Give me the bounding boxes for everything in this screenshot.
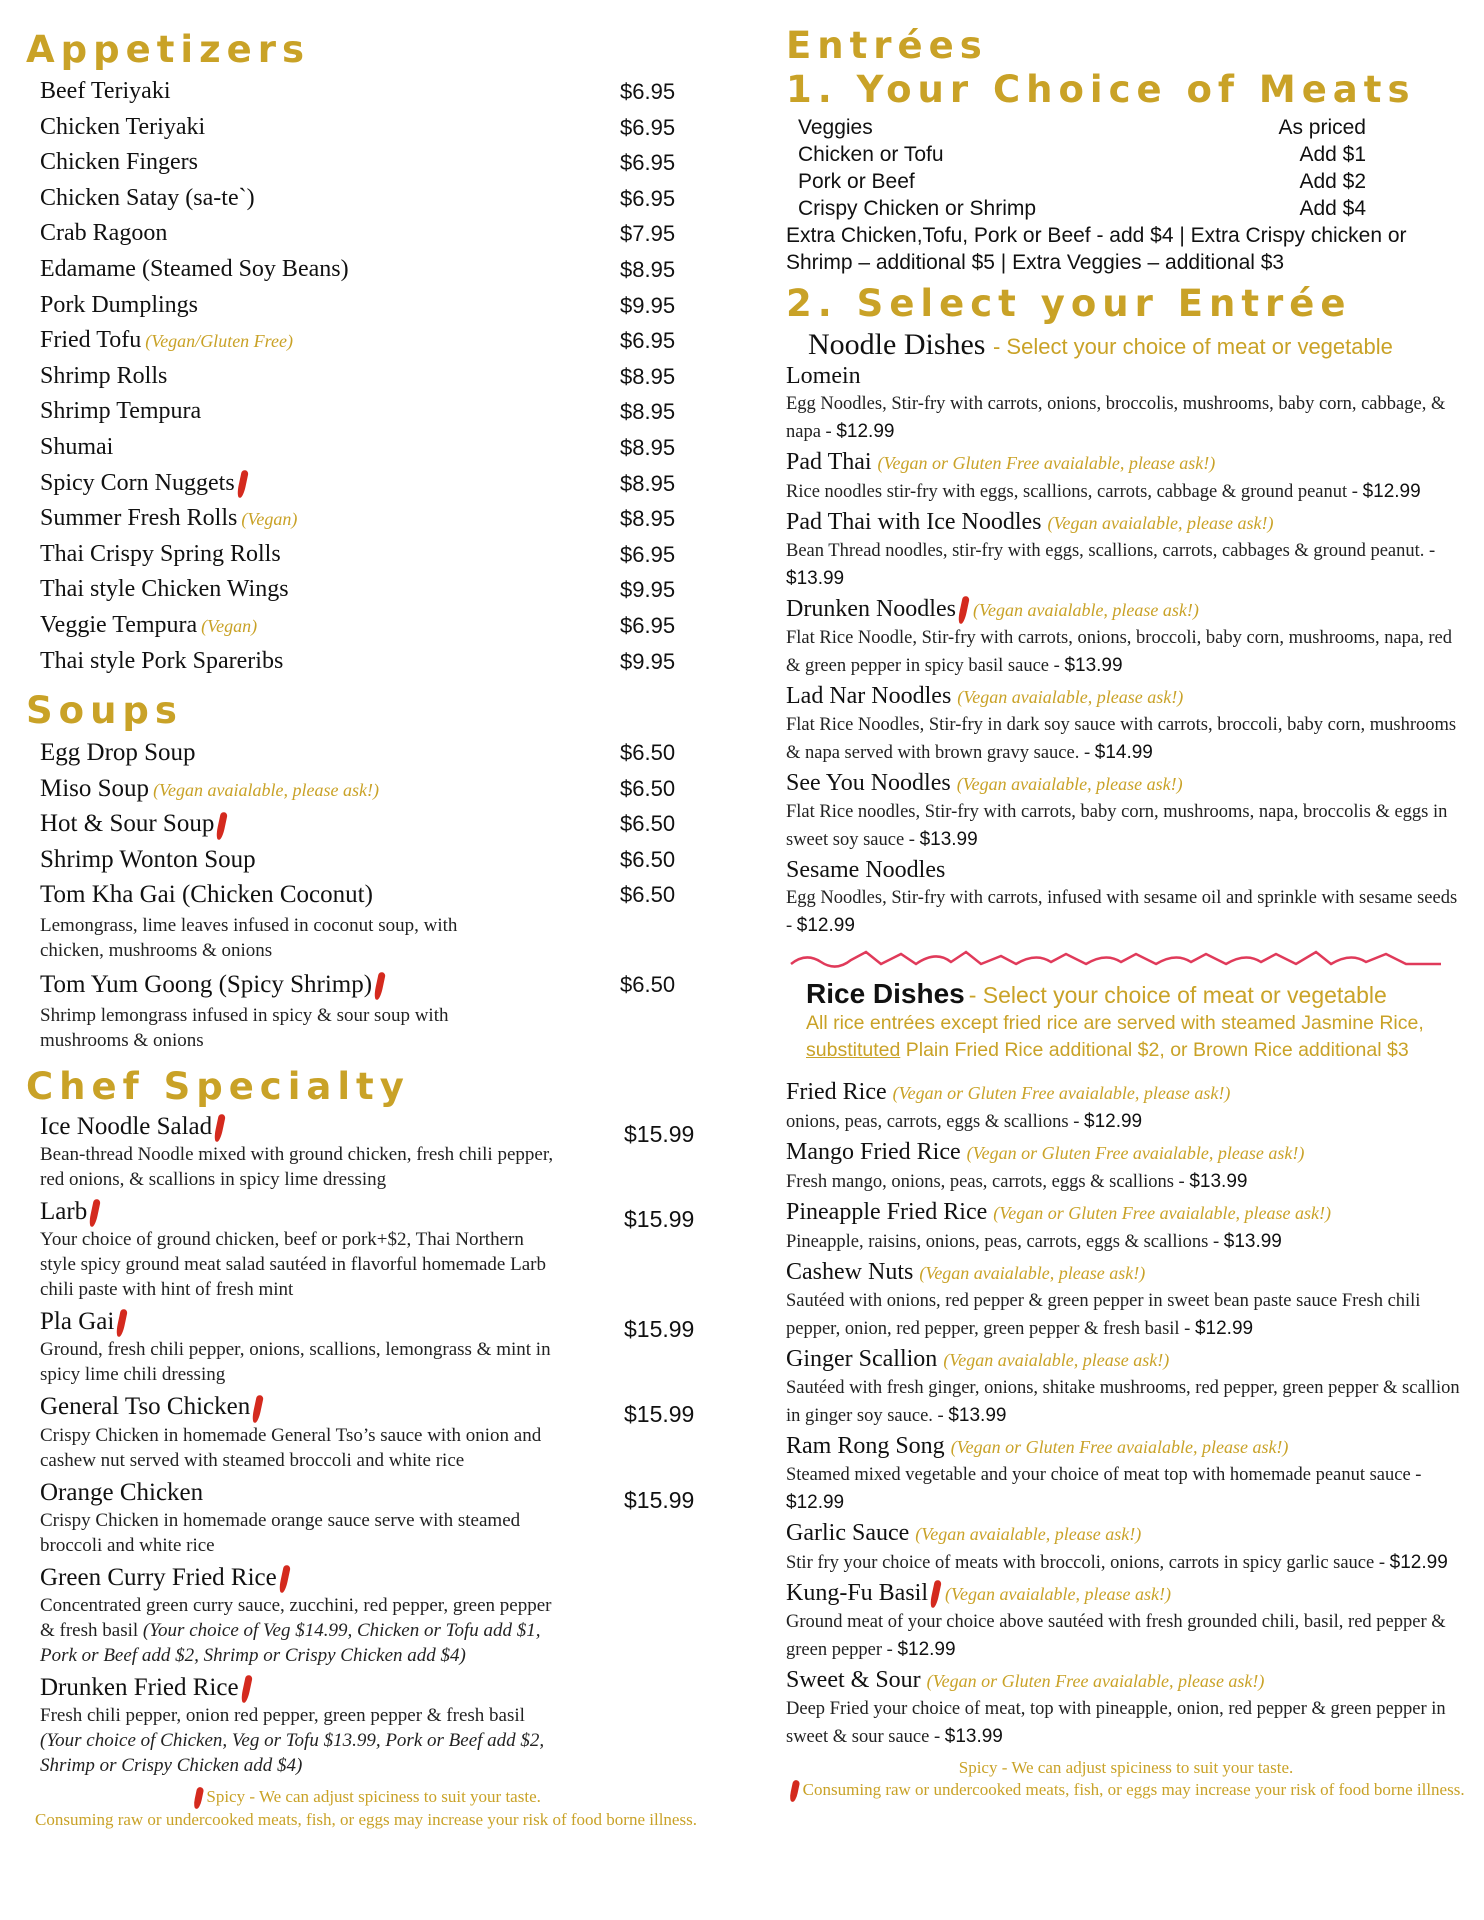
item-price: $9.95 [620,292,676,318]
dish-title [786,856,1466,885]
dish-note: (Vegan avaialable, please ask!) [915,1524,1142,1544]
menu-item [26,877,706,913]
item-description: Lemongrass, lime leaves infused in coconut soup, with chicken, mushrooms & onions [40,915,458,962]
menu-item [26,735,706,771]
item-price: $6.95 [620,185,676,211]
item-desc-options: (Your choice of Chicken, Veg or Tofu $13.99, Pork or Beef add $2, Shrimp or Crispy Chicken add $4) [40,1730,545,1777]
appetizers-heading: Appetizers [26,28,310,71]
item-title [26,1672,706,1703]
chef-specialty-list [26,1111,706,1779]
food-warning: Consuming raw or undercooked meats, fish, or eggs may increase your risk of food borne illness. [802,1780,1465,1799]
dish-item [786,856,1466,940]
dish-title [786,1258,1466,1288]
entrees-heading: Entrées [786,24,988,67]
item-desc-text: Crispy Chicken in homemade General Tso’s sauce with onion and cashew nut served with steamed broccoli and white rice [40,1424,542,1471]
chef-specialty-heading: Chef Specialty [26,1064,410,1108]
menu-item [26,1477,706,1558]
dish-title [786,1579,1466,1609]
item-price: $15.99 [624,1401,695,1428]
footer-right [786,1757,1466,1802]
menu-item [26,323,706,359]
item-name: Crab Ragoon [40,220,168,247]
rice-info-line1: All rice entrées except fried rice are served with steamed Jasmine Rice, [806,1012,1424,1034]
dish-description [786,1168,1466,1196]
dish-desc-text: Flat Rice Noodles, Stir-fry in dark soy sauce with carrots, broccoli, baby corn, mushrooms & napa served with brown gravy sauce. - [786,715,1457,763]
dish-price: $13.99 [786,568,845,589]
item-name: Pork Dumplings [40,291,199,318]
right-column [786,26,1466,1802]
dish-title [786,1345,1466,1375]
menu-item [26,1391,706,1472]
chili-icon [193,1787,204,1810]
menu-item [26,288,706,324]
dish-item [786,1138,1466,1196]
dish-name: Lomein [786,363,861,389]
item-price: $6.95 [620,612,676,638]
dish-note: (Vegan avaialable, please ask!) [1047,513,1274,533]
dish-price: $12.99 [796,915,855,936]
item-price: $15.99 [624,1316,695,1343]
dish-title [786,682,1466,712]
meat-price: Add $4 [1299,197,1366,220]
item-description [26,1337,560,1387]
item-desc-text: Ground, fresh chili pepper, onions, scallions, lemongrass & mint in spicy lime chili dressing [40,1339,551,1386]
dish-item [786,448,1466,506]
chili-icon [115,1309,128,1338]
item-price: $6.95 [620,150,676,176]
chili-icon [251,1394,264,1423]
dish-item [786,769,1466,854]
dish-item [786,1258,1466,1343]
dish-desc-text: Deep Fried your choice of meat, top with pineapple, onion, red pepper & green pepper in sweet & sour sauce - [786,1699,1446,1747]
dish-item [786,595,1466,680]
dish-price: $12.99 [836,421,895,442]
item-price: $15.99 [624,1120,695,1147]
chili-icon [278,1565,291,1594]
item-name: Summer Fresh Rolls [40,505,238,532]
item-price: $8.95 [620,363,676,389]
dish-desc-text: Flat Rice Noodle, Stir-fry with carrots, onions, broccoli, baby corn, mushrooms, napa, red & green pepper in spicy basil sauce - [786,628,1452,676]
dish-description [786,1549,1466,1577]
item-name: Thai style Chicken Wings [40,576,289,603]
item-price: $8.95 [620,470,676,496]
dish-price: $12.99 [1362,481,1421,502]
dish-name: Kung-Fu Basil [786,1580,929,1606]
menu-item [26,1306,706,1387]
chili-icon [216,811,229,840]
spicy-note: Spicy - We can adjust spiciness to suit your taste. [958,1758,1294,1777]
dish-name: Sweet & Sour [786,1667,921,1693]
item-description [26,1593,560,1668]
dish-desc-text: Sautéed with fresh ginger, onions, shitake mushrooms, red pepper, green pepper & scallion in ginger soy sauce. - [786,1378,1460,1426]
chili-icon [236,470,249,499]
footer-left [26,1786,706,1831]
dish-item [786,1078,1466,1136]
meat-name: Crispy Chicken or Shrimp [798,197,1037,220]
dish-note: (Vegan or Gluten Free avaialable, please ask!) [877,453,1216,473]
item-note: (Vegan avaialable, please ask!) [153,779,379,800]
item-title [26,1111,706,1142]
chili-icon [789,1780,800,1803]
item-name: Green Curry Fried Rice [40,1563,277,1591]
dish-note: (Vegan or Gluten Free avaialable, please ask!) [926,1671,1265,1691]
dish-item [786,1579,1466,1664]
dish-item [786,362,1466,446]
item-description [26,1142,560,1192]
dish-note: (Vegan avaialable, please ask!) [956,774,1183,794]
item-name: Pla Gai [40,1308,115,1336]
rice-dishes-header [806,978,1466,1064]
item-name: General Tso Chicken [40,1393,251,1421]
item-price: $6.50 [620,740,676,766]
meat-name: Veggies [798,116,873,139]
dish-description [786,712,1466,767]
menu-item [26,430,706,466]
dish-title [786,448,1466,478]
item-title [26,1391,706,1422]
dish-price: $12.99 [1084,1111,1143,1132]
dish-name: See You Noodles [786,770,951,796]
dish-description [786,799,1466,854]
item-price: $6.50 [620,775,676,801]
menu-item [26,110,706,146]
item-price: $7.95 [620,221,676,247]
entree-heading: 2. Select your Entrée [786,282,1352,325]
dish-note: (Vegan avaialable, please ask!) [919,1263,1146,1283]
dish-name: Fried Rice [786,1079,887,1105]
menu-item [26,537,706,573]
dish-note: (Vegan avaialable, please ask!) [945,1584,1171,1604]
item-name: Chicken Fingers [40,149,198,176]
menu-item [26,771,706,807]
dish-description [786,478,1466,506]
dish-price: $12.99 [1194,1318,1254,1339]
item-price: $8.95 [620,256,676,282]
dish-note: (Vegan avaialable, please ask!) [972,600,1199,620]
dish-price: $13.99 [948,1405,1007,1426]
item-description [26,1423,560,1473]
dish-price: $13.99 [919,829,978,850]
dish-title [786,1078,1466,1108]
dish-price: $13.99 [1064,655,1123,676]
dish-title [786,1519,1466,1549]
item-price: $15.99 [624,1486,695,1513]
meat-option [786,168,1466,195]
menu-item [26,967,706,1003]
item-price: $9.95 [620,648,676,674]
dish-note: (Vegan or Gluten Free avaialable, please ask!) [993,1203,1332,1223]
item-title [26,1196,706,1227]
noodles-list [786,362,1466,940]
menu-item [26,216,706,252]
dish-name: Ram Rong Song [786,1433,945,1459]
item-name: Miso Soup [40,774,150,802]
dish-name: Pineapple Fried Rice [786,1199,988,1225]
dish-item [786,1345,1466,1430]
dish-title [786,1432,1466,1462]
menu-item [26,501,706,537]
dish-price: $12.99 [1389,1552,1448,1573]
item-name: Chicken Satay (sa-te`) [40,184,255,211]
decorative-divider [786,944,1446,974]
rice-info-substituted: substituted [806,1039,901,1061]
dish-description [786,1696,1466,1751]
dish-name: Lad Nar Noodles [786,683,952,709]
dish-description [786,1609,1466,1664]
dish-title [786,362,1466,391]
dish-desc-text: Sautéed with onions, red pepper & green pepper in sweet bean paste sauce Fresh chili pepper, onion, red pepper, green pepper & fresh basil - [786,1291,1421,1339]
dish-desc-text: Ground meat of your choice above sautéed with fresh grounded chili, basil, red pepper & green pepper - [786,1612,1446,1660]
menu-item [26,394,706,430]
item-price: $6.95 [620,541,676,567]
chili-icon [373,972,386,1001]
soups-list [26,735,706,1053]
dish-desc-text: Flat Rice noodles, Stir-fry with carrots, baby corn, mushrooms, napa, broccolis & eggs in sweet soy sauce - [786,802,1448,850]
item-title [26,1562,706,1593]
meats-list [786,114,1466,222]
dish-item [786,1198,1466,1256]
dish-description [786,391,1466,446]
item-title [26,1306,706,1337]
extra-charges: Extra Chicken,Tofu, Pork or Beef - add $4 | Extra Crispy chicken or Shrimp – additional $5 | Extra Veggies – additional $3 [786,224,1407,274]
dish-title [786,508,1466,538]
meat-name: Chicken or Tofu [798,143,944,166]
rice-dishes-title: Rice Dishes [806,978,965,1009]
item-name: Shrimp Wonton Soup [40,845,256,873]
menu-item [26,466,706,502]
item-name: Beef Teriyaki [40,78,171,104]
dish-item [786,682,1466,767]
dish-name: Pad Thai with Ice Noodles [786,509,1042,535]
menu-item [26,1672,706,1778]
dish-name: Garlic Sauce [786,1520,910,1546]
item-name: Spicy Corn Nuggets [40,469,235,496]
dish-note: (Vegan or Gluten Free avaialable, please ask!) [966,1143,1305,1163]
dish-name: Drunken Noodles [786,596,956,622]
item-desc-text: Fresh chili pepper, onion red pepper, green pepper & fresh basil [40,1705,525,1727]
item-price: $6.50 [620,882,676,908]
dish-name: Pad Thai [786,449,872,475]
menu-item [26,1111,706,1192]
item-name: Shumai [40,433,114,460]
meat-option [786,195,1466,222]
dish-description [786,1228,1466,1256]
item-desc-text: Crispy Chicken in homemade orange sauce serve with steamed broccoli and white rice [40,1509,521,1556]
dish-desc-text: Fresh mango, onions, peas, carrots, eggs & scallions - [786,1172,1185,1192]
dish-title [786,769,1466,799]
dish-description [786,625,1466,680]
dish-title [786,1666,1466,1696]
noodle-dishes-title: Noodle Dishes [808,328,986,361]
dish-price: $12.99 [786,1492,845,1513]
dish-name: Mango Fried Rice [786,1139,961,1165]
meat-price: Add $2 [1299,170,1366,193]
item-description: Shrimp lemongrass infused in spicy & sour soup with mushrooms & onions [40,1004,449,1051]
dish-price: $13.99 [944,1726,1003,1747]
item-price: $15.99 [624,1205,695,1232]
rice-dishes-tag: - Select your choice of meat or vegetable [968,982,1387,1008]
item-desc-text: Concentrated green curry sauce, zucchini, red pepper, green pepper & fresh basil [40,1594,552,1641]
dish-title [786,595,1466,625]
dish-desc-text: onions, peas, carrots, eggs & scallions - [786,1112,1080,1132]
menu-item [26,145,706,181]
food-warning: Consuming raw or undercooked meats, fish, or eggs may increase your risk of food borne illness. [35,1810,697,1830]
menu-item [26,1562,706,1668]
dish-note: (Vegan or Gluten Free avaialable, please ask!) [892,1083,1231,1103]
left-column [26,26,706,1831]
item-name: Shrimp Tempura [40,398,202,425]
meat-price: Add $1 [1299,143,1366,166]
item-name: Edamame (Steamed Soy Beans) [40,255,349,282]
item-name: Egg Drop Soup [40,739,196,767]
appetizers-list [26,74,706,679]
soups-heading: Soups [26,689,183,733]
dish-price: $14.99 [1094,742,1153,763]
dish-name: Cashew Nuts [786,1259,914,1285]
rice-list [786,1078,1466,1751]
dish-title [786,1138,1466,1168]
meats-heading: 1. Your Choice of Meats [786,68,1416,111]
dish-name: Ginger Scallion [786,1346,938,1372]
item-name: Larb [40,1197,88,1225]
chili-icon [957,596,970,625]
menu-item [26,806,706,842]
dish-note: (Vegan or Gluten Free avaialable, please ask!) [950,1437,1289,1457]
meat-option [786,141,1466,168]
chili-icon [240,1675,253,1704]
dish-price: $13.99 [1189,1171,1248,1192]
item-name: Thai Crispy Spring Rolls [40,540,281,567]
item-note: (Vegan) [201,615,258,636]
dish-item [786,508,1466,593]
menu-item [26,572,706,608]
item-price: $6.50 [620,811,676,837]
item-name: Thai style Pork Spareribs [40,647,284,674]
dish-description [786,1462,1466,1517]
dish-desc-text: Egg Noodles, Stir-fry with carrots, onions, broccolis, mushrooms, baby corn, cabbage, & napa - [786,394,1446,442]
dish-description [786,538,1466,593]
menu-item [26,252,706,288]
item-name: Ice Noodle Salad [40,1112,213,1140]
item-note: (Vegan/Gluten Free) [145,331,293,352]
item-note: (Vegan) [241,509,298,530]
dish-note: (Vegan avaialable, please ask!) [943,1350,1170,1370]
item-name: Tom Kha Gai (Chicken Coconut) [40,881,373,909]
menu-item [26,1196,706,1302]
item-name: Veggie Tempura [40,611,198,638]
item-price: $8.95 [620,399,676,425]
meat-name: Pork or Beef [798,170,915,193]
spicy-note: Spicy - We can adjust spiciness to suit your taste. [206,1787,541,1807]
meat-option [786,114,1466,141]
meat-price: As priced [1278,116,1366,139]
chili-icon [88,1199,101,1228]
item-name: Hot & Sour Soup [40,810,215,838]
menu-item [26,608,706,644]
dish-desc-text: Pineapple, raisins, onions, peas, carrots, eggs & scallions - [786,1232,1220,1252]
rice-dishes-info [806,1010,1466,1064]
menu-item [26,644,706,680]
item-price: $6.95 [620,328,676,354]
menu-item [26,181,706,217]
dish-item [786,1519,1466,1577]
item-desc-text: Your choice of ground chicken, beef or pork+$2, Thai Northern style spicy ground meat salad sautéed in flavorful homemade Larb chili paste with hint of fresh mint [40,1229,546,1301]
dish-price: $13.99 [1223,1231,1282,1252]
dish-price: $12.99 [897,1639,956,1660]
item-price: $6.50 [620,972,676,998]
dish-name: Sesame Noodles [786,857,946,883]
item-price: $8.95 [620,434,676,460]
item-price: $6.95 [620,79,676,104]
item-title [26,1477,706,1508]
item-price: $8.95 [620,506,676,532]
dish-desc-text: Bean Thread noodles, stir-fry with eggs, scallions, carrots, cabbages & ground peanut. - [786,541,1436,561]
dish-description [786,1375,1466,1430]
item-description [26,1703,560,1778]
noodle-dishes-heading [808,328,1466,362]
dish-title [786,1198,1466,1228]
dish-item [786,1666,1466,1751]
menu-item [26,74,706,110]
item-name: Orange Chicken [40,1478,204,1506]
menu-item [26,842,706,878]
dish-desc-text: Steamed mixed vegetable and your choice of meat top with homemade peanut sauce - [786,1465,1422,1485]
rice-info-line2: Plain Fried Rice additional $2, or Brown Rice additional $3 [900,1039,1409,1061]
item-name: Chicken Teriyaki [40,113,206,140]
item-desc-text: Bean-thread Noodle mixed with ground chicken, fresh chili pepper, red onions, & scallions in spicy lime dressing [40,1143,554,1190]
item-name: Fried Tofu [40,327,142,354]
dish-description [786,1288,1466,1343]
chili-icon [213,1114,226,1143]
menu-item [26,359,706,395]
item-price: $6.50 [620,846,676,872]
dish-description [786,885,1466,940]
dish-item [786,1432,1466,1517]
dish-desc-text: Stir fry your choice of meats with broccoli, onions, carrots in spicy garlic sauce - [786,1553,1386,1573]
item-name: Shrimp Rolls [40,362,168,389]
item-description [26,1508,560,1558]
item-price: $6.95 [620,114,676,140]
item-description [26,1227,560,1302]
item-price: $9.95 [620,577,676,603]
dish-desc-text: Rice noodles stir-fry with eggs, scallions, carrots, cabbage & ground peanut - [786,482,1358,502]
item-desc-options: (Your choice of Veg $14.99, Chicken or Tofu add $1, Pork or Beef add $2, Shrimp or Crispy Chicken add $4) [40,1619,541,1666]
dish-description [786,1108,1466,1136]
noodle-dishes-tag: - Select your choice of meat or vegetable [992,334,1393,359]
chili-icon [929,1580,942,1609]
dish-note: (Vegan avaialable, please ask!) [957,687,1184,707]
dish-desc-text: Egg Noodles, Stir-fry with carrots, infused with sesame oil and sprinkle with sesame seeds - [786,888,1458,936]
item-name: Tom Yum Goong (Spicy Shrimp) [40,971,373,999]
item-name: Drunken Fried Rice [40,1673,239,1701]
